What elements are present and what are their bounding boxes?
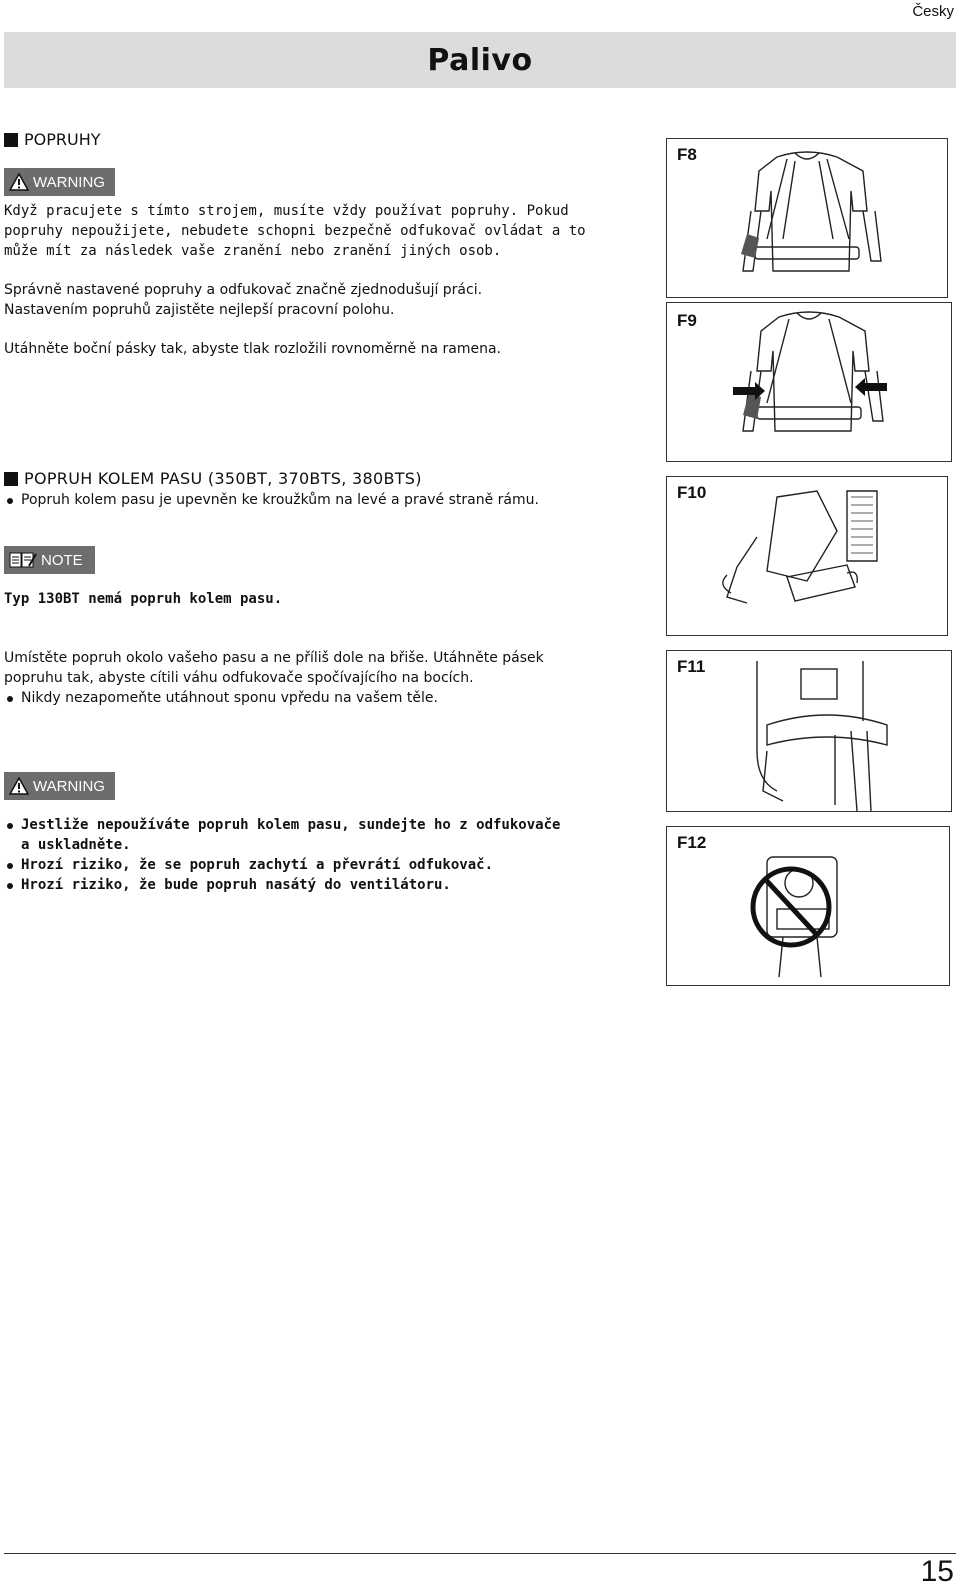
section-heading-text: POPRUHY <box>24 130 101 149</box>
note-book-icon <box>9 551 37 569</box>
language-label: Česky <box>912 3 954 20</box>
title-bar <box>4 32 956 88</box>
list-item: Popruh kolem pasu je upevněn ke kroužkům na levé a pravé straně rámu. <box>4 490 624 510</box>
figure-f10-illustration <box>667 477 949 637</box>
page-title: Palivo <box>427 42 533 78</box>
section-square-icon <box>4 472 18 486</box>
list-item: Jestliže nepoužíváte popruh kolem pasu, sundejte ho z odfukovače a uskladněte. <box>4 815 564 855</box>
warning-text: Když pracujete s tímto strojem, musíte vždy používat popruhy. Pokud popruhy nepoužijete, nebudete schopni bezpečně odfukovač ovládat a to může mít za následek vaše zranění nebo zranění jiných osob. <box>4 203 586 259</box>
section-heading-waist <box>4 469 422 488</box>
figure-f10 <box>666 476 948 636</box>
figure-label: F9 <box>677 311 697 330</box>
warning-triangle-icon <box>9 173 29 191</box>
note-label: NOTE <box>41 551 83 569</box>
section-heading-straps <box>4 130 101 149</box>
figure-f11 <box>666 650 952 812</box>
note-badge <box>4 546 95 574</box>
figure-label: F12 <box>677 833 707 852</box>
warning-badge <box>4 168 115 196</box>
note-text: Typ 130BT nemá popruh kolem pasu. <box>4 591 283 607</box>
paragraph-waist-position: Umístěte popruh okolo vašeho pasu a ne příliš dole na břiše. Utáhněte pásek popruhu tak, abyste cítili váhu odfukovače spočívajícího na bocích. <box>4 650 544 686</box>
bullet-list-waist <box>4 490 624 510</box>
warning-badge-2 <box>4 772 115 800</box>
warning-label: WARNING <box>33 777 105 795</box>
bullet-list-buckle <box>4 688 624 708</box>
section-heading-text: POPRUH KOLEM PASU (350BT, 370BTS, 380BTS) <box>24 469 422 488</box>
figure-label: F8 <box>677 145 697 164</box>
section-square-icon <box>4 133 18 147</box>
figure-f8-illustration <box>667 139 949 299</box>
list-item: Hrozí riziko, že se popruh zachytí a převrátí odfukovač. <box>4 855 564 875</box>
paragraph-side-straps: Utáhněte boční pásky tak, abyste tlak rozložili rovnoměrně na ramena. <box>4 341 501 357</box>
page-number: 15 <box>920 1555 954 1588</box>
figure-f9 <box>666 302 952 462</box>
figure-label: F10 <box>677 483 707 502</box>
list-item: Hrozí riziko, že bude popruh nasátý do ventilátoru. <box>4 875 564 895</box>
figure-f9-illustration <box>667 303 953 463</box>
figure-f12 <box>666 826 950 986</box>
figure-f8 <box>666 138 948 298</box>
paragraph-adjust: Správně nastavené popruhy a odfukovač značně zjednodušují práci. Nastavením popruhů zajistěte nejlepší pracovní polohu. <box>4 282 483 318</box>
warning-list <box>4 815 564 895</box>
warning-triangle-icon <box>9 777 29 795</box>
figure-f11-illustration <box>667 651 953 813</box>
warning-label: WARNING <box>33 173 105 191</box>
list-item: Nikdy nezapomeňte utáhnout sponu vpředu na vašem těle. <box>4 688 624 708</box>
footer-divider <box>4 1553 956 1554</box>
figure-label: F11 <box>677 657 706 676</box>
prohibited-icon <box>667 827 951 987</box>
